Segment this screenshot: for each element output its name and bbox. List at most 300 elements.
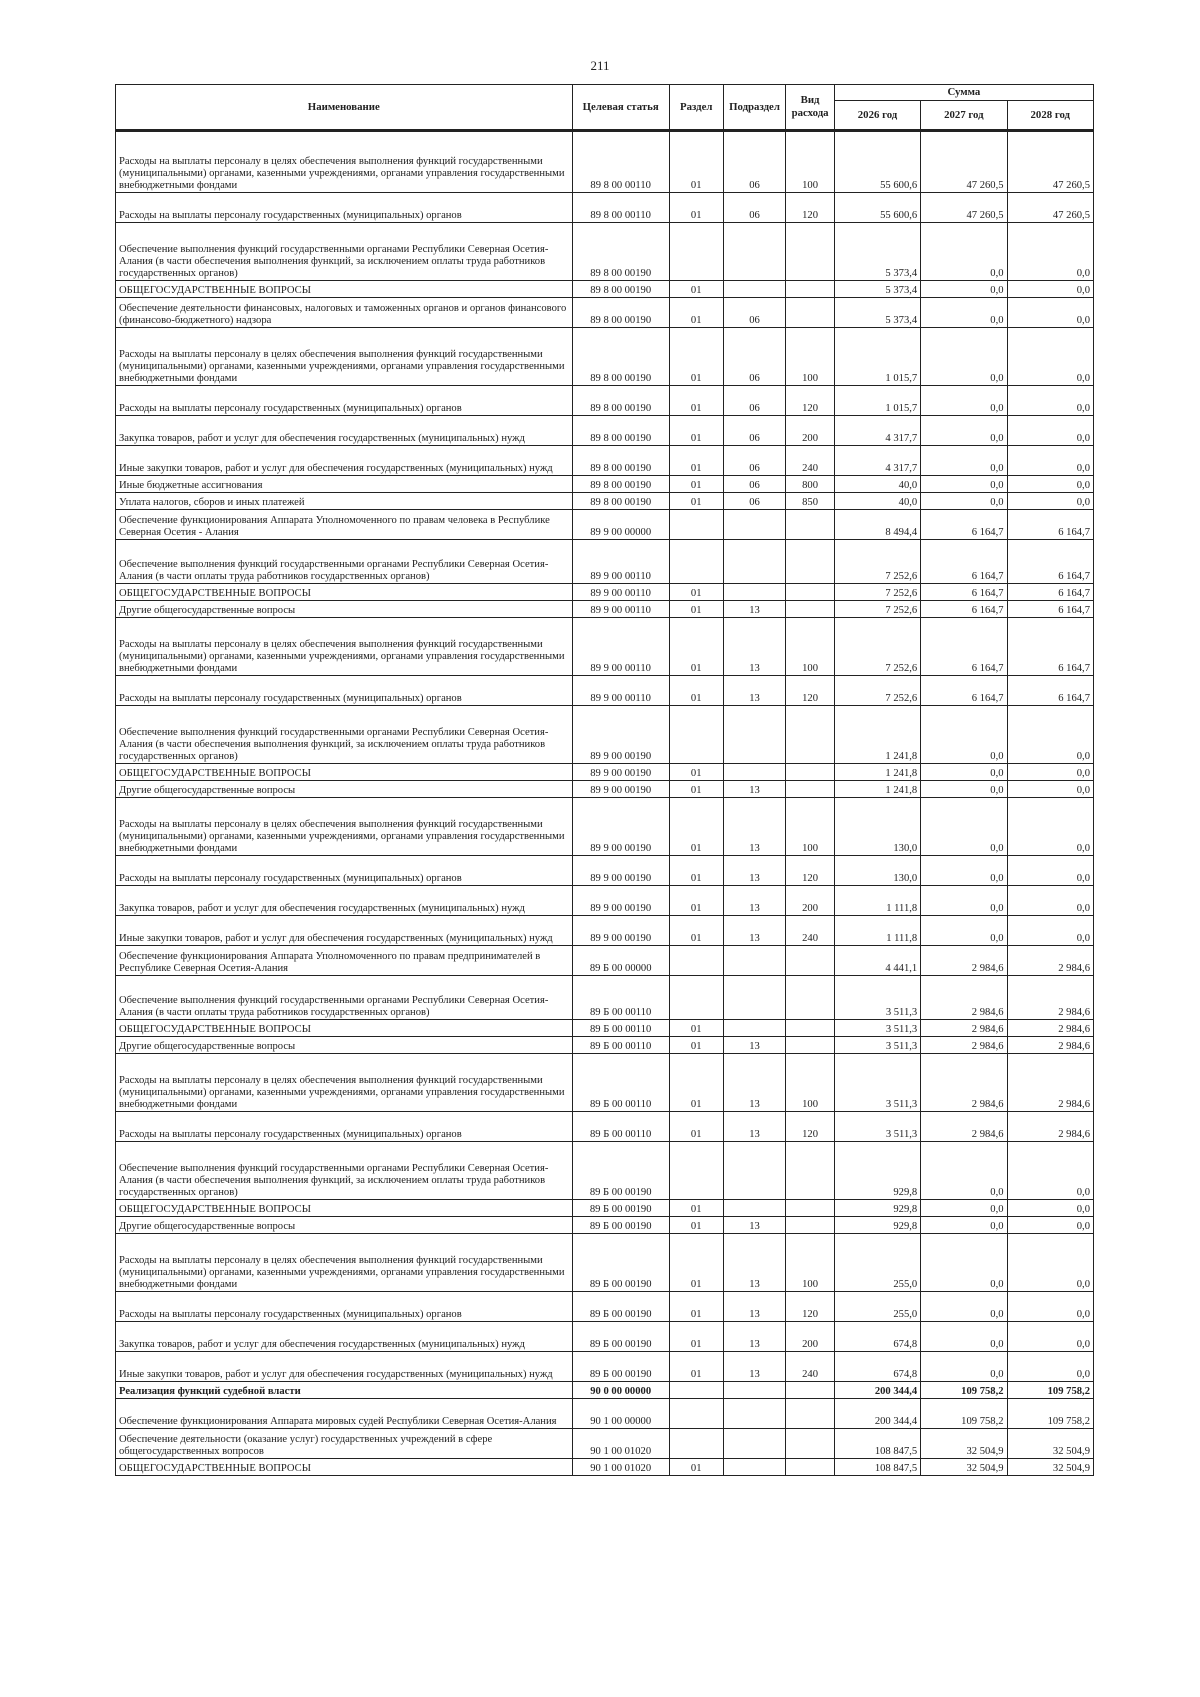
cell-expense-type: [786, 1217, 835, 1234]
cell-subsection: 06: [723, 446, 786, 476]
cell-target-article: 89 Б 00 00190: [572, 1142, 669, 1200]
cell-expense-type: [786, 540, 835, 584]
cell-expense-type: 100: [786, 1234, 835, 1292]
cell-name: Закупка товаров, работ и услуг для обеспечения государственных (муниципальных) нужд: [116, 886, 573, 916]
cell-section: 01: [669, 1322, 723, 1352]
cell-sum-2027: 2 984,6: [921, 1037, 1007, 1054]
cell-sum-2026: 255,0: [834, 1292, 920, 1322]
cell-sum-2026: 40,0: [834, 493, 920, 510]
cell-sum-2028: 0,0: [1007, 886, 1093, 916]
cell-sum-2028: 6 164,7: [1007, 510, 1093, 540]
cell-sum-2027: 6 164,7: [921, 676, 1007, 706]
table-row: [116, 281, 1094, 298]
cell-section: 01: [669, 386, 723, 416]
cell-target-article: 89 Б 00 00110: [572, 1037, 669, 1054]
cell-section: [669, 1399, 723, 1429]
cell-target-article: 89 9 00 00110: [572, 618, 669, 676]
cell-target-article: 90 0 00 00000: [572, 1382, 669, 1399]
table-row: [116, 510, 1094, 540]
table-row: [116, 1142, 1094, 1200]
cell-section: 01: [669, 281, 723, 298]
table-body: [116, 131, 1094, 1476]
cell-expense-type: [786, 946, 835, 976]
cell-target-article: 89 9 00 00110: [572, 601, 669, 618]
cell-subsection: 13: [723, 916, 786, 946]
cell-target-article: 90 1 00 01020: [572, 1429, 669, 1459]
cell-target-article: 89 Б 00 00190: [572, 1200, 669, 1217]
cell-subsection: 13: [723, 1112, 786, 1142]
cell-target-article: 89 8 00 00190: [572, 476, 669, 493]
cell-sum-2026: 7 252,6: [834, 601, 920, 618]
cell-sum-2026: 3 511,3: [834, 1020, 920, 1037]
cell-sum-2028: 0,0: [1007, 706, 1093, 764]
table-row: [116, 1459, 1094, 1476]
header-name: Наименование: [116, 85, 573, 131]
cell-sum-2026: 1 015,7: [834, 328, 920, 386]
cell-section: 01: [669, 1292, 723, 1322]
cell-section: 01: [669, 676, 723, 706]
cell-section: 01: [669, 916, 723, 946]
cell-sum-2027: 0,0: [921, 281, 1007, 298]
cell-expense-type: 100: [786, 618, 835, 676]
cell-sum-2028: 0,0: [1007, 1292, 1093, 1322]
cell-sum-2026: 255,0: [834, 1234, 920, 1292]
cell-name: Расходы на выплаты персоналу государственных (муниципальных) органов: [116, 193, 573, 223]
cell-name: Иные закупки товаров, работ и услуг для обеспечения государственных (муниципальных) нужд: [116, 916, 573, 946]
cell-expense-type: 240: [786, 916, 835, 946]
cell-sum-2027: 2 984,6: [921, 1112, 1007, 1142]
cell-sum-2027: 0,0: [921, 386, 1007, 416]
cell-subsection: 13: [723, 676, 786, 706]
cell-expense-type: [786, 706, 835, 764]
cell-sum-2026: 108 847,5: [834, 1459, 920, 1476]
cell-sum-2028: 6 164,7: [1007, 676, 1093, 706]
table-row: [116, 223, 1094, 281]
cell-sum-2027: 0,0: [921, 493, 1007, 510]
cell-expense-type: 120: [786, 676, 835, 706]
cell-name: Расходы на выплаты персоналу в целях обеспечения выполнения функций государственными (муниципальными) органами, казенными учреждениями, органами управления государственными внебюджетными фондами: [116, 618, 573, 676]
cell-target-article: 89 8 00 00190: [572, 223, 669, 281]
cell-subsection: 13: [723, 1292, 786, 1322]
cell-sum-2026: 200 344,4: [834, 1399, 920, 1429]
header-year-2028: 2028 год: [1007, 101, 1093, 131]
cell-name: Обеспечение функционирования Аппарата Уполномоченного по правам предпринимателей в Республике Северная Осетия-Алания: [116, 946, 573, 976]
cell-expense-type: 120: [786, 1292, 835, 1322]
cell-expense-type: [786, 510, 835, 540]
cell-section: 01: [669, 193, 723, 223]
cell-subsection: [723, 584, 786, 601]
cell-sum-2028: 0,0: [1007, 386, 1093, 416]
cell-sum-2028: 0,0: [1007, 416, 1093, 446]
cell-name: Обеспечение выполнения функций государственными органами Республики Северная Осетия-Алания (в части обеспечения выполнения функций, за исключением оплаты труда работников государственных органов): [116, 706, 573, 764]
cell-name: ОБЩЕГОСУДАРСТВЕННЫЕ ВОПРОСЫ: [116, 1020, 573, 1037]
cell-target-article: 90 1 00 00000: [572, 1399, 669, 1429]
table-row: [116, 1292, 1094, 1322]
cell-sum-2027: 32 504,9: [921, 1459, 1007, 1476]
cell-expense-type: [786, 1020, 835, 1037]
cell-sum-2028: 6 164,7: [1007, 618, 1093, 676]
cell-target-article: 89 9 00 00190: [572, 916, 669, 946]
table-row: [116, 856, 1094, 886]
cell-section: 01: [669, 1459, 723, 1476]
cell-section: 01: [669, 1020, 723, 1037]
cell-section: 01: [669, 798, 723, 856]
cell-section: [669, 946, 723, 976]
table-row: [116, 764, 1094, 781]
cell-subsection: 13: [723, 781, 786, 798]
cell-subsection: [723, 1399, 786, 1429]
cell-target-article: 89 9 00 00110: [572, 676, 669, 706]
cell-sum-2027: 6 164,7: [921, 540, 1007, 584]
table-row: [116, 1112, 1094, 1142]
cell-section: 01: [669, 601, 723, 618]
cell-subsection: [723, 976, 786, 1020]
cell-sum-2028: 0,0: [1007, 223, 1093, 281]
cell-sum-2027: 0,0: [921, 416, 1007, 446]
cell-target-article: 89 9 00 00190: [572, 856, 669, 886]
cell-sum-2026: 55 600,6: [834, 131, 920, 193]
cell-expense-type: 800: [786, 476, 835, 493]
cell-expense-type: [786, 298, 835, 328]
cell-target-article: 89 Б 00 00190: [572, 1234, 669, 1292]
cell-subsection: [723, 540, 786, 584]
cell-sum-2026: 674,8: [834, 1352, 920, 1382]
cell-name: Расходы на выплаты персоналу государственных (муниципальных) органов: [116, 676, 573, 706]
header-sum: Сумма: [834, 85, 1093, 101]
cell-sum-2028: 0,0: [1007, 1322, 1093, 1352]
cell-sum-2027: 0,0: [921, 781, 1007, 798]
cell-section: 01: [669, 476, 723, 493]
cell-sum-2028: 0,0: [1007, 1142, 1093, 1200]
cell-name: Другие общегосударственные вопросы: [116, 1217, 573, 1234]
cell-name: Расходы на выплаты персоналу государственных (муниципальных) органов: [116, 386, 573, 416]
cell-sum-2026: 929,8: [834, 1200, 920, 1217]
cell-sum-2027: 2 984,6: [921, 1020, 1007, 1037]
cell-section: 01: [669, 764, 723, 781]
cell-section: [669, 976, 723, 1020]
cell-sum-2028: 6 164,7: [1007, 540, 1093, 584]
cell-subsection: 13: [723, 1217, 786, 1234]
cell-expense-type: 240: [786, 1352, 835, 1382]
cell-sum-2026: 1 241,8: [834, 781, 920, 798]
cell-sum-2026: 130,0: [834, 798, 920, 856]
cell-section: 01: [669, 1112, 723, 1142]
cell-sum-2027: 2 984,6: [921, 946, 1007, 976]
cell-subsection: 06: [723, 493, 786, 510]
cell-sum-2028: 0,0: [1007, 1234, 1093, 1292]
cell-expense-type: 240: [786, 446, 835, 476]
cell-sum-2026: 3 511,3: [834, 1054, 920, 1112]
cell-name: Закупка товаров, работ и услуг для обеспечения государственных (муниципальных) нужд: [116, 416, 573, 446]
cell-sum-2026: 130,0: [834, 856, 920, 886]
cell-subsection: 06: [723, 386, 786, 416]
cell-sum-2027: 0,0: [921, 1142, 1007, 1200]
cell-subsection: 13: [723, 1322, 786, 1352]
table-row: [116, 1382, 1094, 1399]
cell-section: [669, 540, 723, 584]
cell-sum-2028: 109 758,2: [1007, 1399, 1093, 1429]
cell-sum-2026: 7 252,6: [834, 676, 920, 706]
cell-sum-2026: 929,8: [834, 1142, 920, 1200]
cell-subsection: [723, 1459, 786, 1476]
cell-section: 01: [669, 493, 723, 510]
cell-name: ОБЩЕГОСУДАРСТВЕННЫЕ ВОПРОСЫ: [116, 584, 573, 601]
cell-sum-2026: 5 373,4: [834, 223, 920, 281]
cell-target-article: 89 8 00 00190: [572, 416, 669, 446]
cell-sum-2027: 0,0: [921, 798, 1007, 856]
cell-subsection: [723, 1200, 786, 1217]
cell-subsection: [723, 1382, 786, 1399]
cell-sum-2026: 55 600,6: [834, 193, 920, 223]
header-subsection: Подраздел: [723, 85, 786, 131]
cell-name: Обеспечение выполнения функций государственными органами Республики Северная Осетия-Алания (в части обеспечения выполнения функций, за исключением оплаты труда работников государственных органов): [116, 1142, 573, 1200]
cell-subsection: [723, 281, 786, 298]
cell-sum-2026: 674,8: [834, 1322, 920, 1352]
cell-target-article: 89 Б 00 00110: [572, 1112, 669, 1142]
cell-name: Иные закупки товаров, работ и услуг для обеспечения государственных (муниципальных) нужд: [116, 446, 573, 476]
cell-name: Расходы на выплаты персоналу в целях обеспечения выполнения функций государственными (муниципальными) органами, казенными учреждениями, органами управления государственными внебюджетными фондами: [116, 1054, 573, 1112]
cell-name: Обеспечение выполнения функций государственными органами Республики Северная Осетия-Алания (в части обеспечения выполнения функций, за исключением оплаты труда работников государственных органов): [116, 223, 573, 281]
cell-name: Обеспечение функционирования Аппарата мировых судей Республики Северная Осетия-Алания: [116, 1399, 573, 1429]
cell-sum-2026: 4 441,1: [834, 946, 920, 976]
cell-sum-2026: 7 252,6: [834, 540, 920, 584]
table-row: [116, 601, 1094, 618]
cell-sum-2027: 2 984,6: [921, 1054, 1007, 1112]
cell-expense-type: [786, 976, 835, 1020]
cell-subsection: 13: [723, 1054, 786, 1112]
cell-name: Обеспечение деятельности (оказание услуг) государственных учреждений в сфере общегосударственных вопросов: [116, 1429, 573, 1459]
cell-sum-2027: 109 758,2: [921, 1399, 1007, 1429]
cell-section: 01: [669, 298, 723, 328]
cell-target-article: 89 Б 00 00000: [572, 946, 669, 976]
cell-subsection: 13: [723, 886, 786, 916]
cell-name: Обеспечение выполнения функций государственными органами Республики Северная Осетия-Алания (в части оплаты труда работников государственных органов): [116, 976, 573, 1020]
cell-target-article: 89 9 00 00190: [572, 764, 669, 781]
cell-subsection: [723, 1142, 786, 1200]
table-row: [116, 798, 1094, 856]
table-row: [116, 584, 1094, 601]
cell-name: Иные закупки товаров, работ и услуг для обеспечения государственных (муниципальных) нужд: [116, 1352, 573, 1382]
cell-section: 01: [669, 886, 723, 916]
cell-name: Закупка товаров, работ и услуг для обеспечения государственных (муниципальных) нужд: [116, 1322, 573, 1352]
cell-subsection: 13: [723, 618, 786, 676]
cell-name: ОБЩЕГОСУДАРСТВЕННЫЕ ВОПРОСЫ: [116, 281, 573, 298]
cell-target-article: 89 9 00 00190: [572, 886, 669, 916]
cell-sum-2028: 2 984,6: [1007, 1054, 1093, 1112]
cell-subsection: 13: [723, 601, 786, 618]
cell-subsection: 13: [723, 1352, 786, 1382]
cell-name: Расходы на выплаты персоналу в целях обеспечения выполнения функций государственными (муниципальными) органами, казенными учреждениями, органами управления государственными внебюджетными фондами: [116, 328, 573, 386]
cell-subsection: 06: [723, 416, 786, 446]
cell-subsection: 06: [723, 193, 786, 223]
cell-sum-2028: 109 758,2: [1007, 1382, 1093, 1399]
cell-expense-type: 100: [786, 328, 835, 386]
cell-section: [669, 1429, 723, 1459]
cell-sum-2026: 8 494,4: [834, 510, 920, 540]
cell-expense-type: 100: [786, 798, 835, 856]
cell-sum-2027: 0,0: [921, 298, 1007, 328]
cell-sum-2028: 47 260,5: [1007, 131, 1093, 193]
table-row: [116, 1352, 1094, 1382]
table-row: [116, 1217, 1094, 1234]
cell-target-article: 89 9 00 00000: [572, 510, 669, 540]
table-row: [116, 493, 1094, 510]
cell-subsection: 13: [723, 798, 786, 856]
cell-sum-2028: 0,0: [1007, 1217, 1093, 1234]
cell-expense-type: [786, 764, 835, 781]
cell-expense-type: [786, 1037, 835, 1054]
cell-target-article: 90 1 00 01020: [572, 1459, 669, 1476]
cell-section: [669, 706, 723, 764]
cell-section: 01: [669, 584, 723, 601]
cell-section: 01: [669, 1234, 723, 1292]
cell-sum-2026: 1 111,8: [834, 916, 920, 946]
cell-sum-2027: 0,0: [921, 706, 1007, 764]
cell-sum-2027: 109 758,2: [921, 1382, 1007, 1399]
cell-sum-2028: 0,0: [1007, 916, 1093, 946]
cell-subsection: 06: [723, 328, 786, 386]
cell-target-article: 89 Б 00 00110: [572, 976, 669, 1020]
cell-section: [669, 223, 723, 281]
cell-subsection: [723, 764, 786, 781]
cell-sum-2028: 2 984,6: [1007, 1020, 1093, 1037]
cell-section: 01: [669, 1352, 723, 1382]
budget-table: [115, 84, 1094, 1476]
cell-sum-2026: 3 511,3: [834, 1037, 920, 1054]
table-row: [116, 298, 1094, 328]
cell-expense-type: [786, 781, 835, 798]
cell-target-article: 89 Б 00 00110: [572, 1020, 669, 1037]
cell-section: 01: [669, 328, 723, 386]
table-row: [116, 1200, 1094, 1217]
cell-sum-2028: 32 504,9: [1007, 1429, 1093, 1459]
cell-name: ОБЩЕГОСУДАРСТВЕННЫЕ ВОПРОСЫ: [116, 1200, 573, 1217]
cell-name: Другие общегосударственные вопросы: [116, 601, 573, 618]
cell-sum-2028: 0,0: [1007, 281, 1093, 298]
header-year-2027: 2027 год: [921, 101, 1007, 131]
cell-sum-2026: 1 015,7: [834, 386, 920, 416]
cell-sum-2027: 32 504,9: [921, 1429, 1007, 1459]
cell-sum-2027: 47 260,5: [921, 131, 1007, 193]
cell-target-article: 89 8 00 00190: [572, 298, 669, 328]
cell-section: 01: [669, 618, 723, 676]
cell-name: Расходы на выплаты персоналу в целях обеспечения выполнения функций государственными (муниципальными) органами, казенными учреждениями, органами управления государственными внебюджетными фондами: [116, 1234, 573, 1292]
cell-sum-2028: 6 164,7: [1007, 601, 1093, 618]
cell-sum-2026: 929,8: [834, 1217, 920, 1234]
cell-name: Расходы на выплаты персоналу государственных (муниципальных) органов: [116, 1292, 573, 1322]
cell-name: Расходы на выплаты персоналу в целях обеспечения выполнения функций государственными (муниципальными) органами, казенными учреждениями, органами управления государственными внебюджетными фондами: [116, 131, 573, 193]
cell-target-article: 89 Б 00 00190: [572, 1217, 669, 1234]
cell-expense-type: [786, 1142, 835, 1200]
cell-sum-2027: 0,0: [921, 476, 1007, 493]
cell-sum-2027: 0,0: [921, 1234, 1007, 1292]
cell-sum-2027: 0,0: [921, 223, 1007, 281]
cell-section: [669, 1382, 723, 1399]
cell-subsection: 06: [723, 476, 786, 493]
cell-expense-type: [786, 1200, 835, 1217]
cell-sum-2026: 4 317,7: [834, 446, 920, 476]
cell-name: Другие общегосударственные вопросы: [116, 1037, 573, 1054]
cell-expense-type: 200: [786, 416, 835, 446]
cell-expense-type: [786, 1429, 835, 1459]
cell-sum-2028: 0,0: [1007, 328, 1093, 386]
page-number: 211: [590, 58, 610, 73]
cell-sum-2028: 2 984,6: [1007, 946, 1093, 976]
cell-sum-2027: 6 164,7: [921, 584, 1007, 601]
cell-sum-2027: 0,0: [921, 1292, 1007, 1322]
cell-sum-2026: 5 373,4: [834, 281, 920, 298]
cell-subsection: [723, 510, 786, 540]
cell-subsection: [723, 706, 786, 764]
cell-sum-2028: 0,0: [1007, 856, 1093, 886]
cell-target-article: 89 8 00 00190: [572, 493, 669, 510]
cell-name: Обеспечение выполнения функций государственными органами Республики Северная Осетия-Алания (в части оплаты труда работников государственных органов): [116, 540, 573, 584]
cell-expense-type: 120: [786, 856, 835, 886]
cell-subsection: [723, 223, 786, 281]
cell-sum-2026: 3 511,3: [834, 1112, 920, 1142]
cell-section: 01: [669, 416, 723, 446]
cell-sum-2028: 2 984,6: [1007, 976, 1093, 1020]
cell-target-article: 89 Б 00 00110: [572, 1054, 669, 1112]
table-row: [116, 1020, 1094, 1037]
table-row: [116, 416, 1094, 446]
cell-expense-type: 100: [786, 1054, 835, 1112]
header-expense-type: Вид расхода: [786, 85, 835, 131]
cell-section: 01: [669, 856, 723, 886]
cell-name: Расходы на выплаты персоналу государственных (муниципальных) органов: [116, 856, 573, 886]
cell-section: [669, 510, 723, 540]
cell-subsection: [723, 1429, 786, 1459]
cell-subsection: 13: [723, 1234, 786, 1292]
table-row: [116, 706, 1094, 764]
cell-sum-2027: 0,0: [921, 764, 1007, 781]
table-row: [116, 676, 1094, 706]
header-target-article: Целевая статья: [572, 85, 669, 131]
table-row: [116, 1399, 1094, 1429]
cell-sum-2026: 5 373,4: [834, 298, 920, 328]
cell-section: 01: [669, 446, 723, 476]
cell-sum-2028: 0,0: [1007, 298, 1093, 328]
cell-sum-2028: 0,0: [1007, 798, 1093, 856]
table-row: [116, 976, 1094, 1020]
table-row: [116, 916, 1094, 946]
header-section: Раздел: [669, 85, 723, 131]
cell-target-article: 89 8 00 00190: [572, 281, 669, 298]
cell-target-article: 89 8 00 00110: [572, 193, 669, 223]
cell-sum-2028: 0,0: [1007, 446, 1093, 476]
cell-sum-2027: 0,0: [921, 1322, 1007, 1352]
cell-subsection: [723, 1020, 786, 1037]
cell-expense-type: 200: [786, 886, 835, 916]
cell-sum-2028: 0,0: [1007, 1200, 1093, 1217]
cell-sum-2028: 0,0: [1007, 1352, 1093, 1382]
cell-sum-2026: 1 111,8: [834, 886, 920, 916]
cell-name: Расходы на выплаты персоналу государственных (муниципальных) органов: [116, 1112, 573, 1142]
cell-target-article: 89 9 00 00110: [572, 584, 669, 601]
cell-name: Иные бюджетные ассигнования: [116, 476, 573, 493]
cell-expense-type: [786, 601, 835, 618]
cell-subsection: 13: [723, 1037, 786, 1054]
cell-target-article: 89 9 00 00190: [572, 706, 669, 764]
cell-sum-2028: 0,0: [1007, 781, 1093, 798]
cell-sum-2027: 6 164,7: [921, 618, 1007, 676]
cell-section: 01: [669, 1037, 723, 1054]
table-row: [116, 1322, 1094, 1352]
cell-target-article: 89 8 00 00190: [572, 386, 669, 416]
cell-sum-2026: 3 511,3: [834, 976, 920, 1020]
cell-subsection: [723, 946, 786, 976]
cell-target-article: 89 Б 00 00190: [572, 1292, 669, 1322]
